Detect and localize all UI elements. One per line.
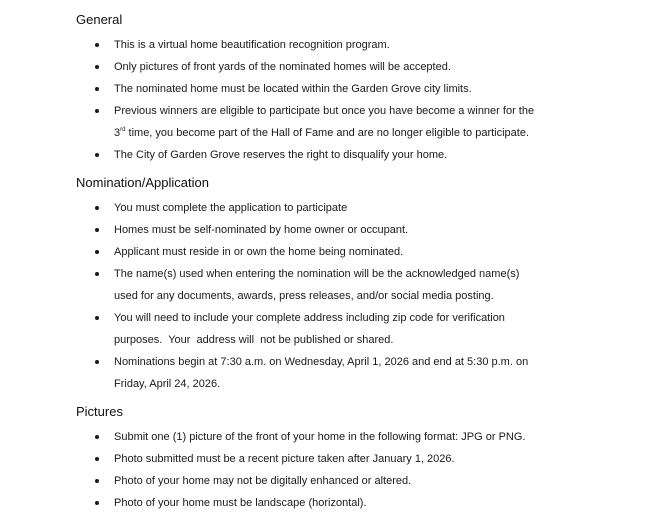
list-item [76, 470, 576, 492]
section-heading: Nomination/Application [76, 175, 209, 190]
list-item [76, 448, 576, 470]
bullet-list [76, 426, 576, 514]
list-item [76, 219, 576, 241]
ordinal-number: 3 [114, 127, 121, 139]
list-item-text: Homes must be self-nominated by home owner or occupant. [114, 224, 409, 236]
list-item-text-continued [114, 122, 576, 144]
bullet-list [76, 34, 576, 166]
bullet-icon [95, 206, 99, 210]
section-heading: Pictures [76, 404, 123, 419]
bullet-icon [95, 250, 99, 254]
section-pictures [76, 404, 576, 514]
list-item-text: Previous winners are eligible to participate but once you have become a winner for the [114, 105, 535, 117]
list-item-text: The nominated home must be located within the Garden Grove city limits. [114, 83, 472, 95]
list-item-text-continued: Friday, April 24, 2026. [114, 378, 221, 390]
section-nomination-application [76, 175, 576, 395]
list-item-text: Applicant must reside in or own the home being nominated. [114, 246, 404, 258]
bullet-icon [95, 479, 99, 483]
list-item [76, 492, 576, 514]
list-item-text: You must complete the application to participate [114, 202, 348, 214]
bullet-icon [95, 316, 99, 320]
list-item [76, 144, 576, 166]
bullet-icon [95, 109, 99, 113]
list-item [76, 100, 576, 144]
section-general [76, 12, 576, 166]
list-item-text: Nominations begin at 7:30 a.m. on Wednesday, April 1, 2026 and end at 5:30 p.m. on [114, 356, 529, 368]
bullet-icon [95, 360, 99, 364]
list-item-text: The name(s) used when entering the nomination will be the acknowledged name(s) [114, 268, 520, 280]
list-item [76, 34, 576, 56]
list-item-text: Photo submitted must be a recent picture taken after January 1, 2026. [114, 453, 455, 465]
bullet-icon [95, 457, 99, 461]
list-item-text-continued: used for any documents, awards, press releases, and/or social media posting. [114, 290, 494, 302]
list-item-text: Photo of your home must be landscape (horizontal). [114, 497, 367, 509]
list-item [76, 351, 576, 395]
list-item-text: This is a virtual home beautification recognition program. [114, 39, 390, 51]
bullet-icon [95, 272, 99, 276]
section-heading: General [76, 12, 123, 27]
list-item-text: Submit one (1) picture of the front of your home in the following format: JPG or PNG. [114, 431, 526, 443]
list-item [76, 241, 576, 263]
list-item-text: Only pictures of front yards of the nominated homes will be accepted. [114, 61, 451, 73]
bullet-icon [95, 65, 99, 69]
bullet-icon [95, 501, 99, 505]
list-item [76, 197, 576, 219]
bullet-icon [95, 43, 99, 47]
bullet-icon [95, 228, 99, 232]
list-item [76, 78, 576, 100]
list-item [76, 307, 576, 351]
list-item-text: The City of Garden Grove reserves the right to disqualify your home. [114, 149, 448, 161]
bullet-icon [95, 153, 99, 157]
bullet-icon [95, 435, 99, 439]
list-item [76, 263, 576, 307]
ordinal-suffix: rd [120, 127, 126, 133]
list-item-text-rest: time, you become part of the Hall of Fame and are no longer eligible to participate. [125, 127, 530, 139]
list-item-text: You will need to include your complete address including zip code for verification [114, 312, 505, 324]
bullet-list [76, 197, 576, 395]
list-item-text: Photo of your home may not be digitally enhanced or altered. [114, 475, 412, 487]
list-item [76, 56, 576, 78]
bullet-icon [95, 87, 99, 91]
list-item [76, 426, 576, 448]
list-item-text-continued: purposes. Your address will not be published or shared. [114, 334, 394, 346]
